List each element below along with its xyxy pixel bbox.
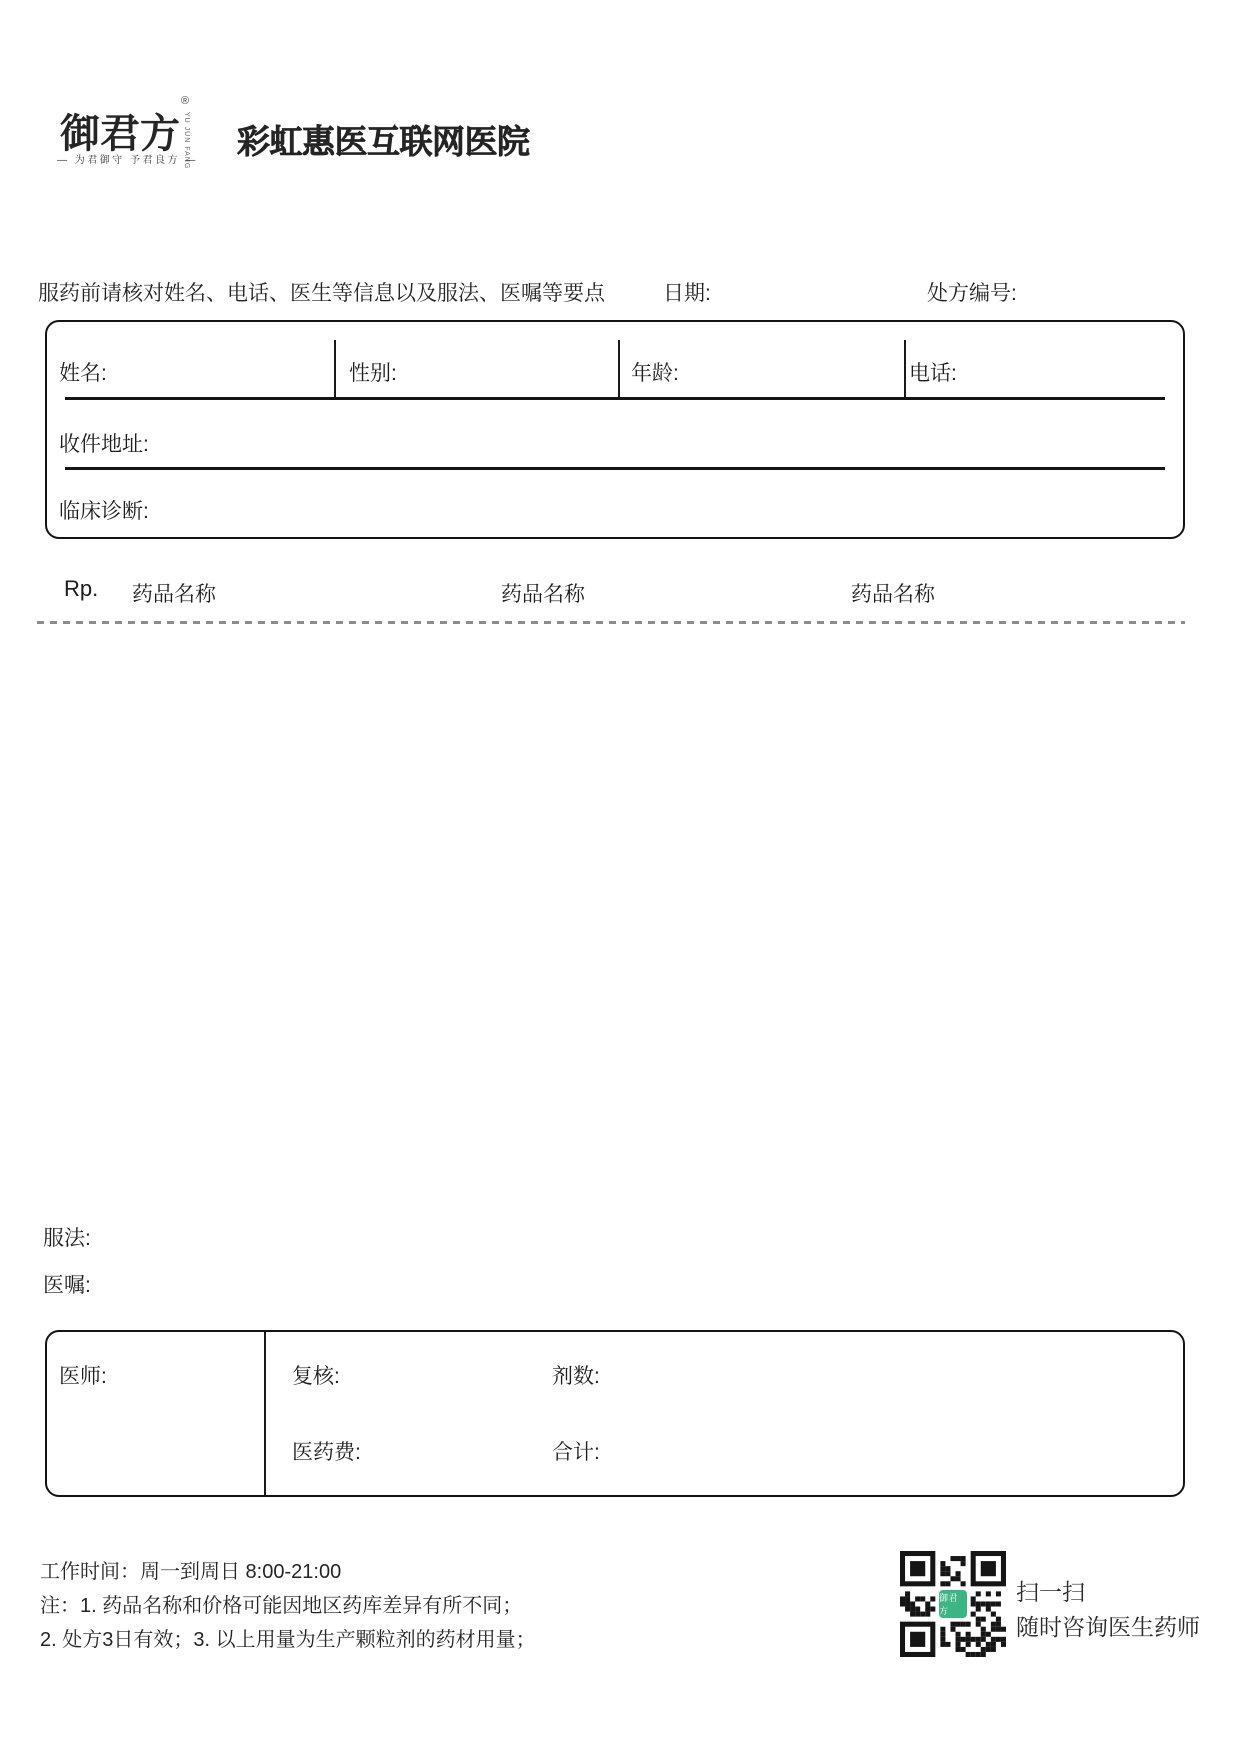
doctor-advice-label: 医嘱:	[43, 1274, 91, 1297]
address-label: 收件地址:	[59, 433, 149, 456]
qr-center-logo: 御君方	[937, 1588, 969, 1620]
medicine-fee-label: 医药费:	[292, 1441, 361, 1464]
qr-code	[900, 1551, 1006, 1657]
rp-label: Rp.	[64, 576, 99, 601]
column-divider	[334, 340, 336, 397]
row-divider	[65, 467, 1165, 470]
check-reminder-text: 服药前请核对姓名、电话、医生等信息以及服法、医嘱等要点	[38, 282, 605, 305]
rx-number-label: 处方编号:	[927, 282, 1017, 305]
review-label: 复核:	[292, 1365, 340, 1388]
total-label: 合计:	[552, 1441, 600, 1464]
dashed-separator	[37, 621, 1185, 624]
dose-count-label: 剂数:	[552, 1365, 600, 1388]
column-divider	[618, 340, 620, 397]
patient-info-box	[45, 320, 1185, 539]
note-line-1: 注：1. 药品名称和价格可能因地区药库差异有所不同；	[40, 1595, 523, 1617]
note-line-2: 2. 处方3日有效；3. 以上用量为生产颗粒剂的药材用量；	[40, 1629, 536, 1651]
gender-label: 性别:	[349, 362, 397, 385]
column-divider	[264, 1332, 266, 1495]
age-label: 年龄:	[631, 362, 679, 385]
registered-trademark-icon: ®	[181, 95, 190, 107]
brand-tagline: — 为君御守 予君良方 —	[57, 155, 198, 166]
phone-label: 电话:	[909, 362, 957, 385]
physician-label: 医师:	[59, 1365, 107, 1388]
working-hours-text: 工作时间：周一到周日 8:00-21:00	[40, 1561, 342, 1583]
signoff-box	[45, 1330, 1185, 1497]
hospital-title: 彩虹惠医互联网医院	[237, 123, 530, 160]
brand-logo: 御君方	[60, 110, 180, 157]
drug-name-column-header: 药品名称	[851, 583, 935, 606]
drug-name-column-header: 药品名称	[501, 583, 585, 606]
name-label: 姓名:	[59, 362, 107, 385]
column-divider	[904, 340, 906, 397]
diagnosis-label: 临床诊断:	[59, 500, 149, 523]
scan-qr-label: 扫一扫	[1016, 1579, 1085, 1605]
drug-name-column-header: 药品名称	[132, 583, 216, 606]
row-divider	[65, 397, 1165, 400]
brand-logo-vertical-text: YU JUN FANG	[183, 112, 190, 170]
scan-qr-description: 随时咨询医生药师	[1016, 1614, 1200, 1640]
usage-method-label: 服法:	[43, 1227, 91, 1250]
date-label: 日期:	[663, 282, 711, 305]
